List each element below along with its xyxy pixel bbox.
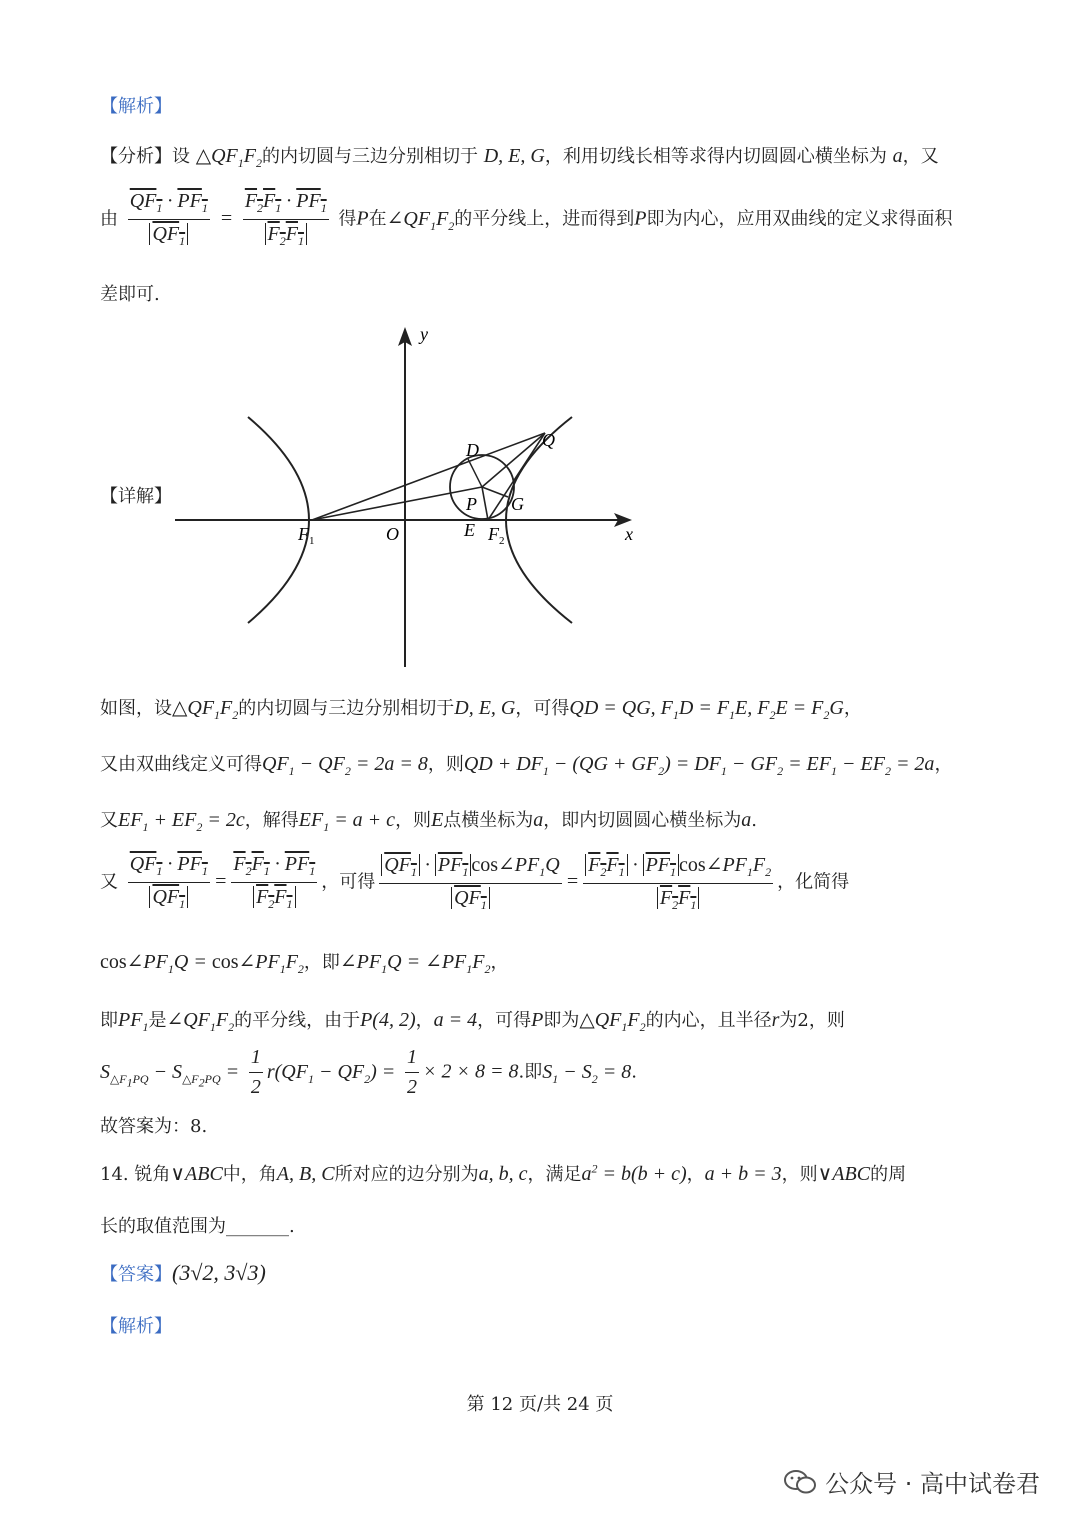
- detail-line-7: $S_{\triangle F_1PQ} - S_{\triangle F_2PQ}$ = $\frac{1}{2}$ $r(QF_1 - QF_2)$ = $\frac{1}{2}$ × 2 × 8 = 8.即$S_1 - S_2 = 8$.: [100, 1046, 637, 1098]
- line-p-d: [468, 459, 482, 487]
- answer-line: 故答案为：8.: [100, 1116, 208, 1137]
- text: ，又: [902, 146, 939, 167]
- answer-value: (3√2, 3√3): [172, 1260, 266, 1285]
- text: 所对应的边分别为: [334, 1164, 479, 1185]
- text: 得: [338, 208, 357, 230]
- hyperbola-figure: [170, 322, 640, 672]
- question-14-line-2: 长的取值范围为_______.: [100, 1216, 295, 1237]
- text: 又: [100, 810, 118, 831]
- answer-row: [100, 1260, 266, 1286]
- watermark: [783, 1464, 1040, 1499]
- text: .即: [518, 1061, 543, 1083]
- text: ，即: [303, 952, 340, 973]
- vector-fraction-1: $\frac{QF_1 \cdot PF_1}{QF_1}$: [129, 190, 208, 248]
- label-o: O: [386, 524, 399, 544]
- text: ，可得: [515, 698, 570, 719]
- fenxi-tag: 【分析】: [100, 146, 172, 167]
- text: 的内切圆与三边分别相切于: [262, 146, 478, 167]
- detail-line-4: 又 $\frac{QF_1 \cdot PF_1}{QF_1}$ = $\frac{F_2F_1 \cdot PF_1}{F_2F_1}$ ，可得 $\frac{QF_1 \cdot PF_1 \cos\angle PF_1Q}{QF_1}$ = $\frac{F_2F_1 \cdot PF_1 \cos\angle PF_1F_2}{F_2F_1}$ ，化简得: [100, 853, 850, 912]
- text: ，解得: [244, 810, 299, 831]
- half-fraction-1: $\frac{1}{2}$: [250, 1046, 261, 1098]
- text: 的平分线上，进而得到: [454, 208, 635, 230]
- cos-fraction-1: $\frac{QF_1 \cdot PF_1 \cos\angle PF_1Q}{QF_1}$: [379, 852, 561, 913]
- points-deg: D, E, G: [483, 145, 545, 167]
- text: 即: [100, 1010, 118, 1031]
- analysis-tag: 【解析】: [100, 96, 172, 117]
- line-f1-p: [312, 487, 482, 520]
- text: ，则: [395, 810, 432, 831]
- detail-line-6: 即$PF_1$是$\angle QF_1F_2$的平分线，由于P(4, 2)，a = 4，可得P即为$\triangle QF_1F_2$的内心，且半径r为2，则: [100, 1009, 845, 1034]
- text: 即为内心，应用双曲线的定义求得面积: [646, 208, 953, 230]
- text: ，则: [781, 1164, 818, 1185]
- text: 由: [100, 208, 118, 230]
- text: 又由双曲线定义可得: [100, 754, 262, 775]
- label-f1: $F_1$: [298, 524, 315, 547]
- wechat-icon: [783, 1469, 817, 1495]
- text: 的内切圆与三边分别相切于: [238, 698, 455, 719]
- detail-line-2: 又由双曲线定义可得$QF_1 - QF_2 = 2a = 8$，则QD + $DF_1 - (QG + GF_2) = DF_1 - GF_2 = EF_1 - EF_2 = 2a$，: [100, 753, 953, 778]
- watermark-text: 公众号 · 高中试卷君: [825, 1470, 1040, 1498]
- triangle-qf1f2: $\triangle QF_1F_2$: [195, 145, 262, 170]
- text: 点横坐标为: [443, 810, 534, 831]
- label-x: x: [625, 524, 633, 544]
- text: ，可得: [477, 1010, 532, 1031]
- text: 是: [148, 1010, 167, 1031]
- cos-fraction-2: $\frac{F_2F_1 \cdot PF_1 \cos\angle PF_1F_2}{F_2F_1}$: [583, 852, 773, 913]
- var-a: a: [892, 145, 903, 167]
- label-g: G: [511, 494, 524, 514]
- vector-fraction-4: $\frac{F_2F_1 \cdot PF_1}{F_2F_1}$: [233, 853, 316, 911]
- text: 在: [368, 208, 387, 230]
- analysis-line-2: 由 $\frac{QF_1 \cdot PF_1}{QF_1}$ = $\frac{F_2F_1 \cdot PF_1}{F_2F_1}$ 得P在$\angle QF_1F_2$的平分线上，进而得到P即为内心，应用双曲线的定义求得面积: [100, 190, 953, 248]
- detail-line-3: 又$EF_1 + EF_2 = 2c$，解得$EF_1 = a + c$，则E点横坐标为a，即内切圆圆心横坐标为a.: [100, 809, 758, 834]
- text: ，: [686, 1164, 705, 1185]
- line-p-g: [482, 487, 508, 497]
- label-e: E: [464, 520, 475, 540]
- detail-tag: 【详解】: [100, 486, 172, 507]
- text: 即为: [543, 1010, 580, 1031]
- text: ，即内切圆圆心横坐标为: [543, 810, 742, 831]
- text: 设: [172, 146, 190, 167]
- detail-line-5: $\cos\angle PF_1Q$ = $\cos\angle PF_1F_2$，即$\angle PF_1Q$ = $\angle PF_1F_2$，: [100, 951, 509, 976]
- text: ，化简得: [777, 871, 850, 893]
- text: 锐角: [134, 1164, 171, 1185]
- text: 的平分线，由于: [234, 1010, 361, 1031]
- answer-tag: 【答案】: [100, 1264, 172, 1285]
- text: ，可得: [321, 871, 376, 893]
- label-q: Q: [542, 430, 555, 450]
- text: 为: [779, 1010, 798, 1031]
- text: ，满足: [527, 1164, 582, 1185]
- question-14-line-1: 14. 锐角∨ABC中，角A, B, C所对应的边分别为a, b, c，满足$a^2 = b(b + c)$，a + b = 3，则∨ABC的周: [100, 1161, 907, 1185]
- vector-fraction-2: $\frac{F_2F_1 \cdot PF_1}{F_2F_1}$: [244, 190, 327, 248]
- text: 又: [100, 871, 118, 893]
- vector-fraction-3: $\frac{QF_1 \cdot PF_1}{QF_1}$: [129, 853, 208, 911]
- text: 中，角: [222, 1164, 277, 1185]
- text: 的周: [870, 1164, 907, 1185]
- text: 如图，设: [100, 698, 172, 719]
- analysis-line-1: [100, 142, 939, 171]
- label-d: D: [466, 440, 479, 460]
- text: ，则: [808, 1010, 845, 1031]
- text: ，则: [427, 754, 464, 775]
- text: 的内心，且半径: [645, 1010, 772, 1031]
- detail-line-1: 如图，设$\triangle QF_1F_2$的内切圆与三边分别相切于D, E, G，可得QD = QG, $F_1D = F_1E$, $F_2E = F_2G$，: [100, 697, 862, 722]
- label-f2: $F_2$: [488, 524, 505, 547]
- half-fraction-2: $\frac{1}{2}$: [407, 1046, 418, 1098]
- label-p: P: [466, 494, 477, 514]
- question-number: 14.: [100, 1164, 129, 1185]
- analysis-tag-2: 【解析】: [100, 1316, 172, 1337]
- line-p-f2: [482, 487, 488, 520]
- label-y: y: [420, 324, 428, 344]
- page-footer: 第 12 页/共 24 页: [466, 1394, 614, 1415]
- text: ，利用切线长相等求得内切圆圆心横坐标为: [544, 146, 887, 167]
- analysis-line-3: 差即可.: [100, 284, 160, 305]
